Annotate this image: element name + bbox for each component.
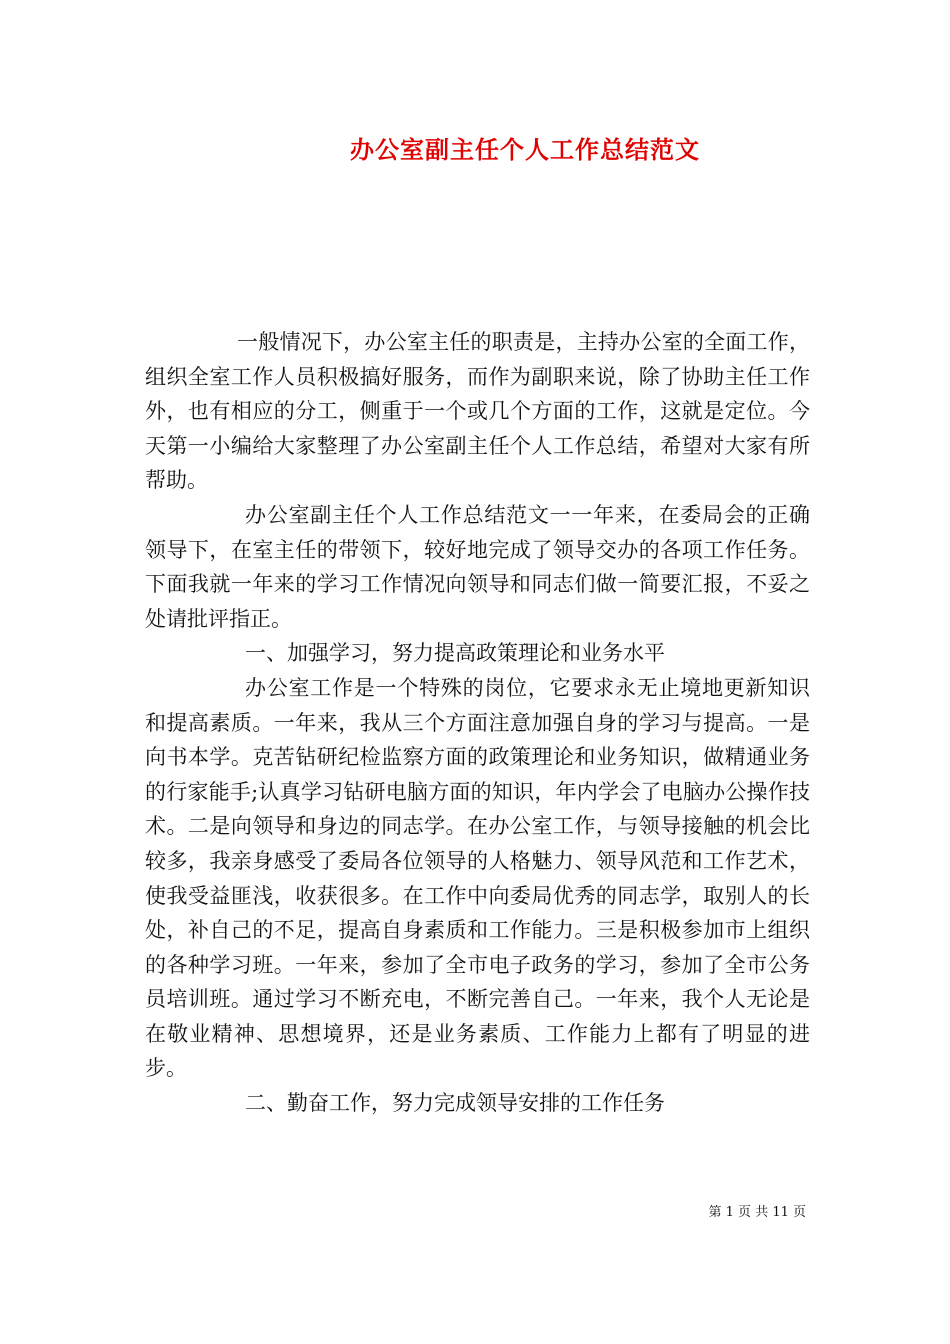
paragraph-intro: 一般情况下，办公室主任的职责是，主持办公室的全面工作，组织全室工作人员积极搞好服务，而作为副职来说，除了协助主任工作外，也有相应的分工，侧重于一个或几个方面的工作，这就是定位。今天第一小编给大家整理了办公室副主任个人工作总结，希望对大家有所帮助。 [145, 330, 810, 493]
section-heading-2: 二、勤奋工作，努力完成领导安排的工作任务 [245, 1091, 665, 1116]
document-body [145, 325, 810, 1121]
document-title: 办公室副主任个人工作总结范文 [350, 135, 700, 164]
paragraph-opening: 办公室副主任个人工作总结范文一一年来，在委局会的正确领导下，在室主任的带领下，较好地完成了领导交办的各项工作任务。下面我就一年来的学习工作情况向领导和同志们做一简要汇报，不妥之处请批评指正。 [145, 502, 810, 631]
paragraph-study: 办公室工作是一个特殊的岗位，它要求永无止境地更新知识和提高素质。一年来，我从三个方面注意加强自身的学习与提高。一是向书本学。克苦钻研纪检监察方面的政策理论和业务知识，做精通业务的行家能手;认真学习钻研电脑方面的知识，年内学会了电脑办公操作技术。二是向领导和身边的同志学。在办公室工作，与领导接触的机会比较多，我亲身感受了委局各位领导的人格魅力、领导风范和工作艺术，使我受益匪浅，收获很多。在工作中向委局优秀的同志学，取别人的长处，补自己的不足，提高自身素质和工作能力。三是积极参加市上组织的各种学习班。一年来，参加了全市电子政务的学习，参加了全市公务员培训班。通过学习不断充电，不断完善自己。一年来，我个人无论是在敬业精神、思想境界，还是业务素质、工作能力上都有了明显的进步。 [145, 675, 810, 1081]
section-heading-1: 一、加强学习，努力提高政策理论和业务水平 [245, 641, 665, 666]
page-number-footer: 第 1 页 共 11 页 [708, 1205, 806, 1220]
